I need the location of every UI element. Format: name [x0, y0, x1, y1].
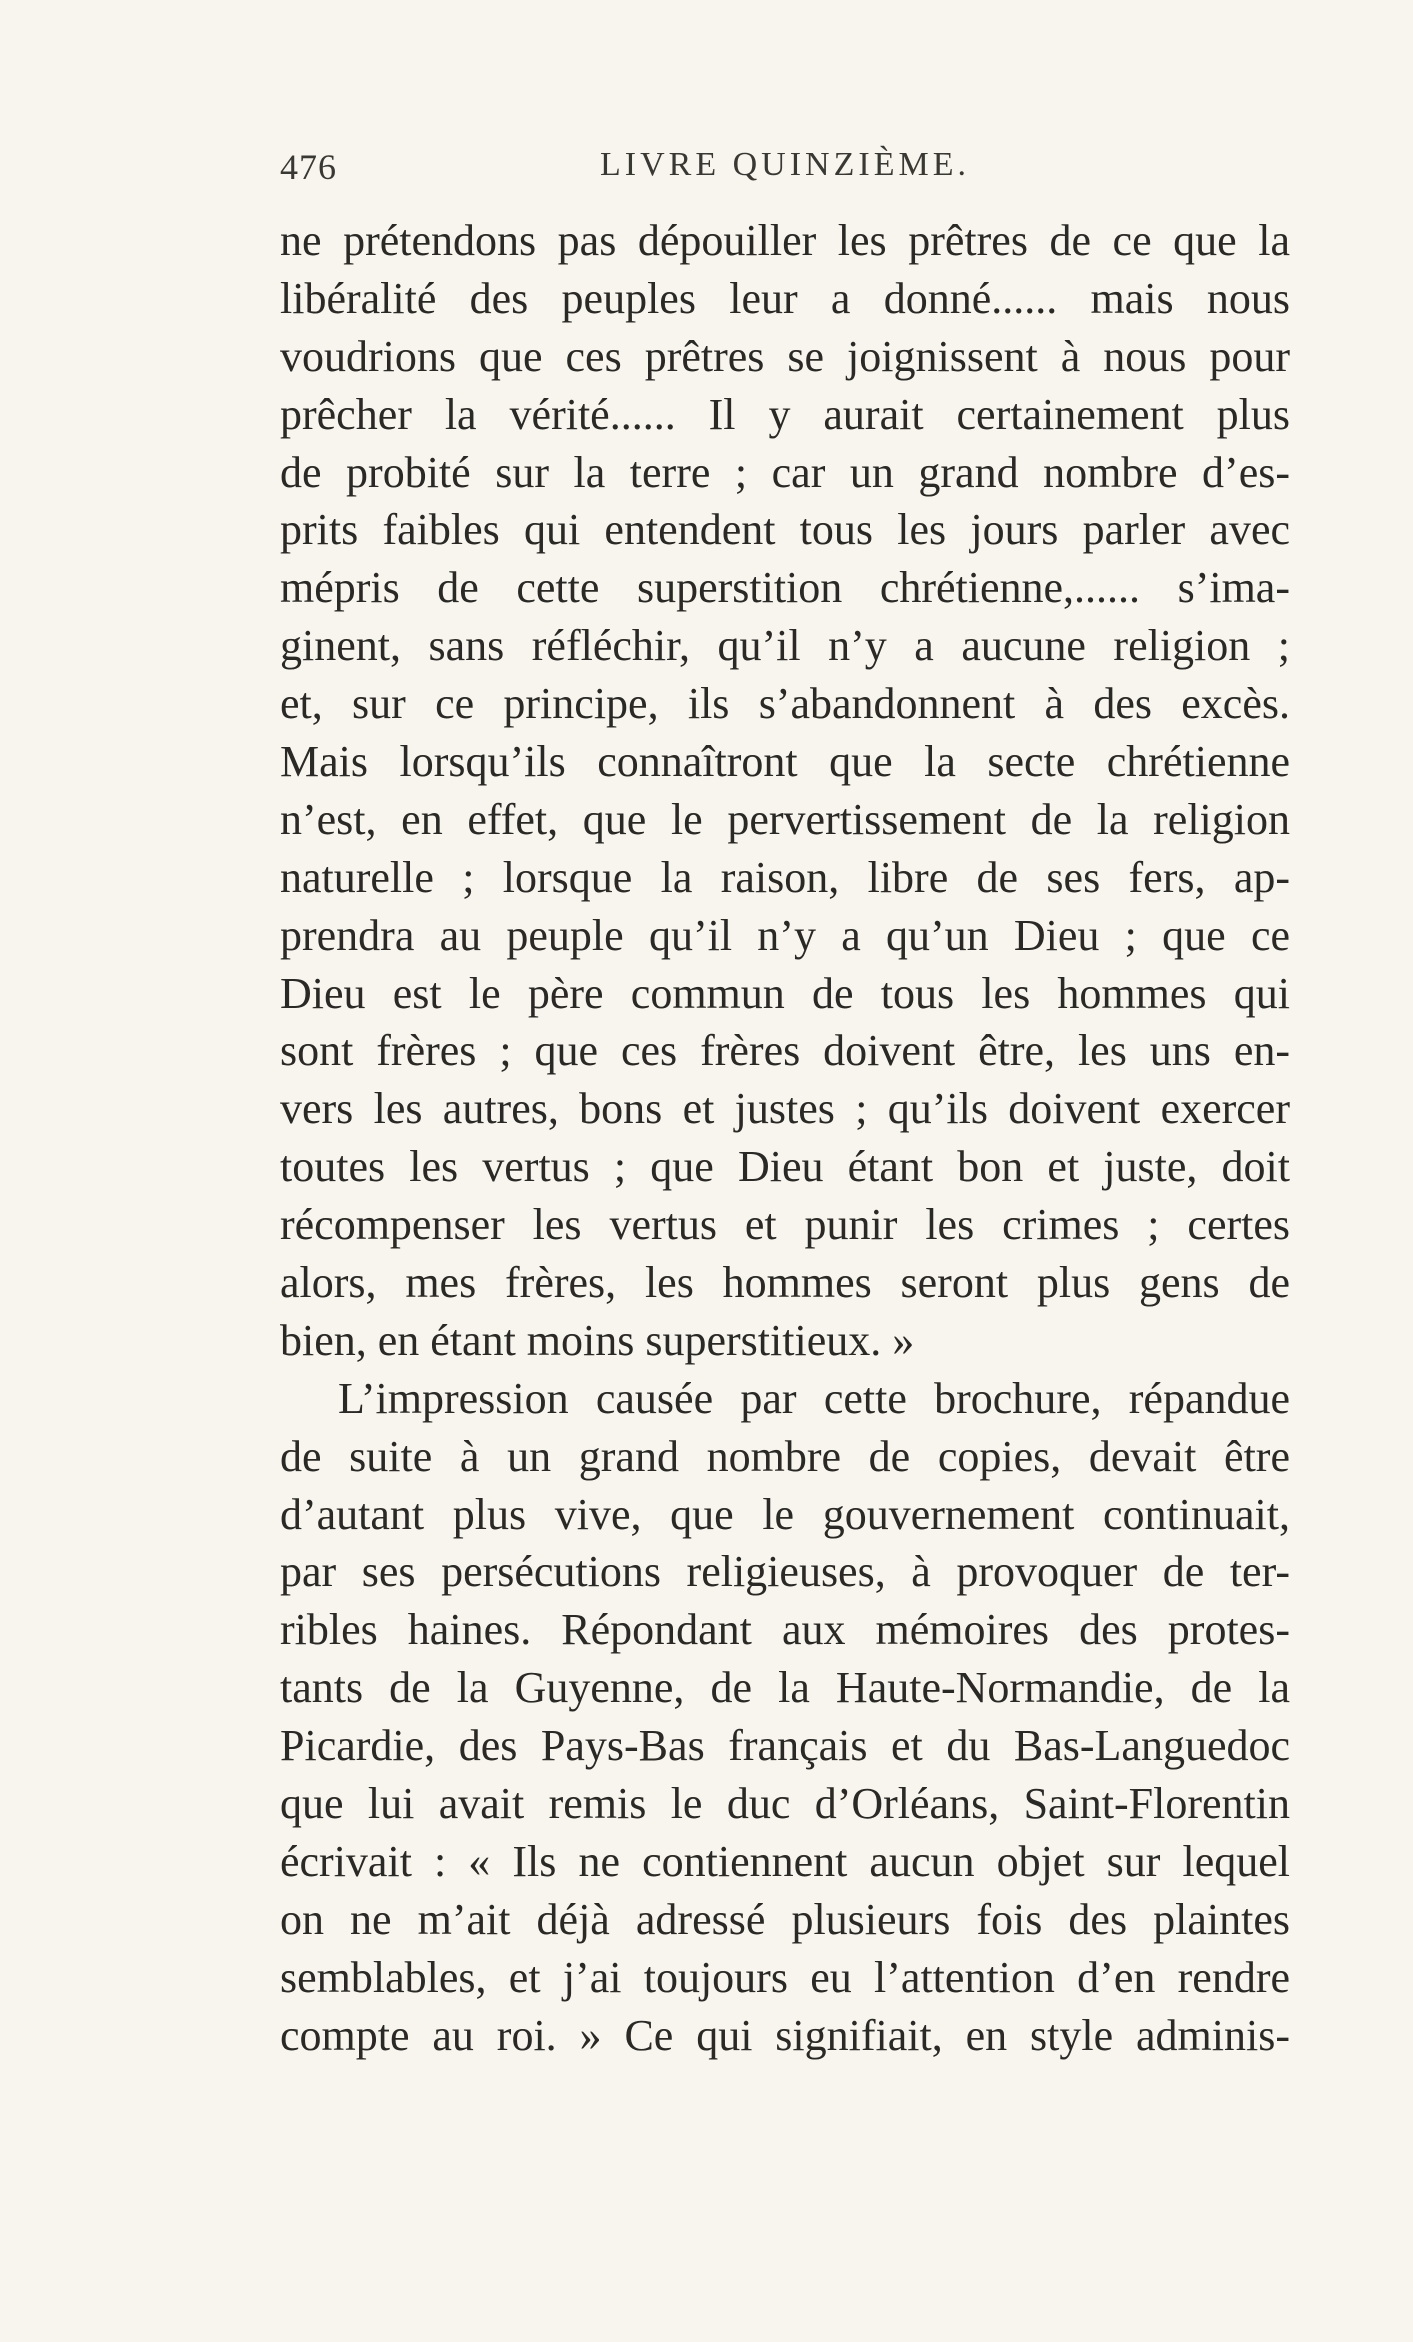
text-line: ginent, sans réfléchir, qu’il n’y a aucune religion ; [280, 621, 1290, 671]
text-line: ne prétendons pas dépouiller les prêtres de ce que la [280, 216, 1290, 265]
text-line: alors, mes frères, les hommes seront plus gens de [280, 1258, 1290, 1308]
text-line: prêcher la vérité...... Il y aurait certainement plus [280, 389, 1290, 439]
text-line: n’est, en effet, que le pervertissement de la religion [280, 794, 1290, 844]
text-line: tants de la Guyenne, de la Haute-Normandie, de la [280, 1663, 1290, 1713]
text-line: d’autant plus vive, que le gouvernement continuait, [280, 1489, 1290, 1539]
text-line: voudrions que ces prêtres se joignissent à nous pour [280, 331, 1290, 381]
text-line: par ses persécutions religieuses, à provoquer de ter- [280, 1547, 1290, 1597]
text-line: et, sur ce principe, ils s’abandonnent à des excès. [280, 679, 1290, 729]
text-line: récompenser les vertus et punir les crimes ; certes [280, 1200, 1290, 1250]
paragraph-start-line: L’impression causée par cette brochure, répandue [338, 1373, 1290, 1423]
text-line: mépris de cette superstition chrétienne,...... s’ima- [280, 563, 1290, 613]
text-line: Mais lorsqu’ils connaîtront que la secte chrétienne [280, 737, 1290, 787]
text-line: Dieu est le père commun de tous les hommes qui [280, 968, 1290, 1018]
text-line: compte au roi. » Ce qui signifiait, en style adminis- [280, 2010, 1290, 2060]
text-line: semblables, et j’ai toujours eu l’attention d’en rendre [280, 1952, 1290, 2002]
text-line: écrivait : « Ils ne contiennent aucun objet sur lequel [280, 1836, 1290, 1886]
page-number: 476 [280, 147, 337, 187]
text-line: Picardie, des Pays-Bas français et du Bas-Languedoc [280, 1721, 1290, 1771]
text-line: naturelle ; lorsque la raison, libre de ses fers, ap- [280, 852, 1290, 902]
text-line: que lui avait remis le duc d’Orléans, Saint-Florentin [280, 1779, 1290, 1829]
text-line: vers les autres, bons et justes ; qu’ils doivent exercer [280, 1084, 1290, 1134]
text-line: de probité sur la terre ; car un grand nombre d’es- [280, 447, 1290, 497]
page-header [280, 146, 1290, 196]
text-line: prits faibles qui entendent tous les jours parler avec [280, 505, 1290, 555]
text-line: on ne m’ait déjà adressé plusieurs fois des plaintes [280, 1894, 1290, 1944]
text-line: prendra au peuple qu’il n’y a qu’un Dieu ; que ce [280, 910, 1290, 960]
running-title: LIVRE QUINZIÈME. [600, 146, 970, 183]
text-line: de suite à un grand nombre de copies, devait être [280, 1431, 1290, 1481]
text-line: libéralité des peuples leur a donné...... mais nous [280, 273, 1290, 323]
text-line: toutes les vertus ; que Dieu étant bon et juste, doit [280, 1142, 1290, 1192]
paragraph-end-line: bien, en étant moins superstitieux. » [280, 1315, 915, 1365]
text-line: ribles haines. Répondant aux mémoires des protes- [280, 1605, 1290, 1655]
text-line: sont frères ; que ces frères doivent être, les uns en- [280, 1026, 1290, 1076]
body-text [280, 212, 1290, 2065]
